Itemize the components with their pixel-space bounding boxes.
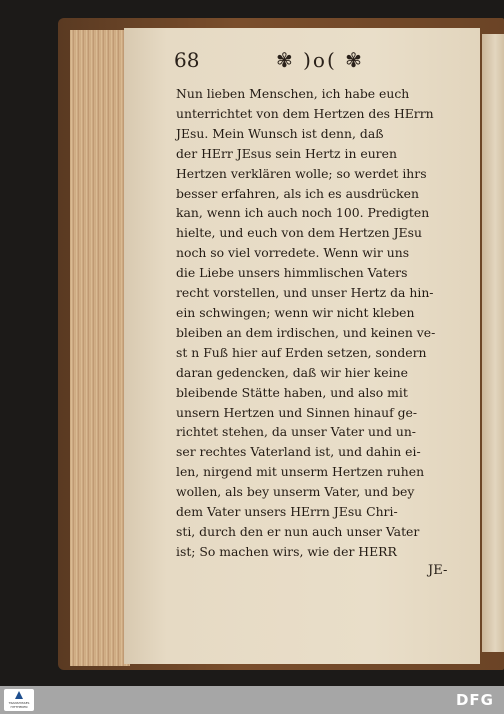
text-line: dem Vater unsers HErrn JEsu Chri- xyxy=(176,504,398,520)
text-line: besser erfahren, als ich es ausdrücken xyxy=(176,185,419,201)
text-line: bleiben an dem irdischen, und keinen ve- xyxy=(176,324,436,340)
text-line: daran gedencken, daß wir hier keine xyxy=(176,364,408,380)
text-line: Nun lieben Menschen, ich habe euch xyxy=(176,86,410,101)
text-line: recht vorstellen, und unser Hertz da hin- xyxy=(176,285,434,301)
text-line: ser rechtes Vaterland ist, und dahin ei- xyxy=(176,444,421,460)
text-line: unterrichtet von dem Hertzen des HErrn xyxy=(176,105,434,121)
catchword: JE- xyxy=(428,563,448,578)
text-line: ist; So machen wirs, wie der HERR xyxy=(176,543,397,559)
body-text xyxy=(176,84,468,562)
text-line: hielte, und euch von dem Hertzen JEsu xyxy=(176,225,422,241)
text-line: unsern Hertzen und Sinnen hinauf ge- xyxy=(176,404,418,420)
text-line: Hertzen verklären wolle; so werdet ihrs xyxy=(176,165,427,181)
library-logo-icon xyxy=(15,691,23,699)
text-line: noch so viel vorredete. Wenn wir uns xyxy=(176,245,410,261)
text-line: der HErr JEsus sein Hertz in euren xyxy=(176,145,397,161)
page-header xyxy=(174,48,468,78)
text-line: bleibende Stätte haben, und also mit xyxy=(176,384,408,400)
viewer-footer xyxy=(0,686,504,714)
page-number: 68 xyxy=(174,48,200,72)
text-line: kan, wenn ich auch noch 100. Predigten xyxy=(176,205,430,221)
text-line: sti, durch den er nun auch unser Vater xyxy=(176,523,420,539)
header-ornament: ✾ )o( ✾ xyxy=(276,48,364,72)
facing-page-edge xyxy=(482,34,504,652)
page-edges xyxy=(70,30,130,666)
text-line: richtet stehen, da unser Vater und un- xyxy=(176,424,416,440)
library-logo[interactable] xyxy=(4,689,34,711)
text-line: len, nirgend mit unserm Hertzen ruhen xyxy=(176,464,425,480)
library-logo-label: TRANSHISSES HITTHEKEN xyxy=(8,701,30,709)
dfg-logo[interactable]: DFG xyxy=(455,691,494,709)
text-line: ein schwingen; wenn wir nicht kleben xyxy=(176,304,415,320)
text-line: st n Fuß hier auf Erden setzen, sondern xyxy=(176,344,427,360)
text-line: JEsu. Mein Wunsch ist denn, daß xyxy=(176,125,384,141)
text-line: wollen, als bey unserm Vater, und bey xyxy=(176,484,415,500)
text-line: die Liebe unsers himmlischen Vaters xyxy=(176,265,408,281)
